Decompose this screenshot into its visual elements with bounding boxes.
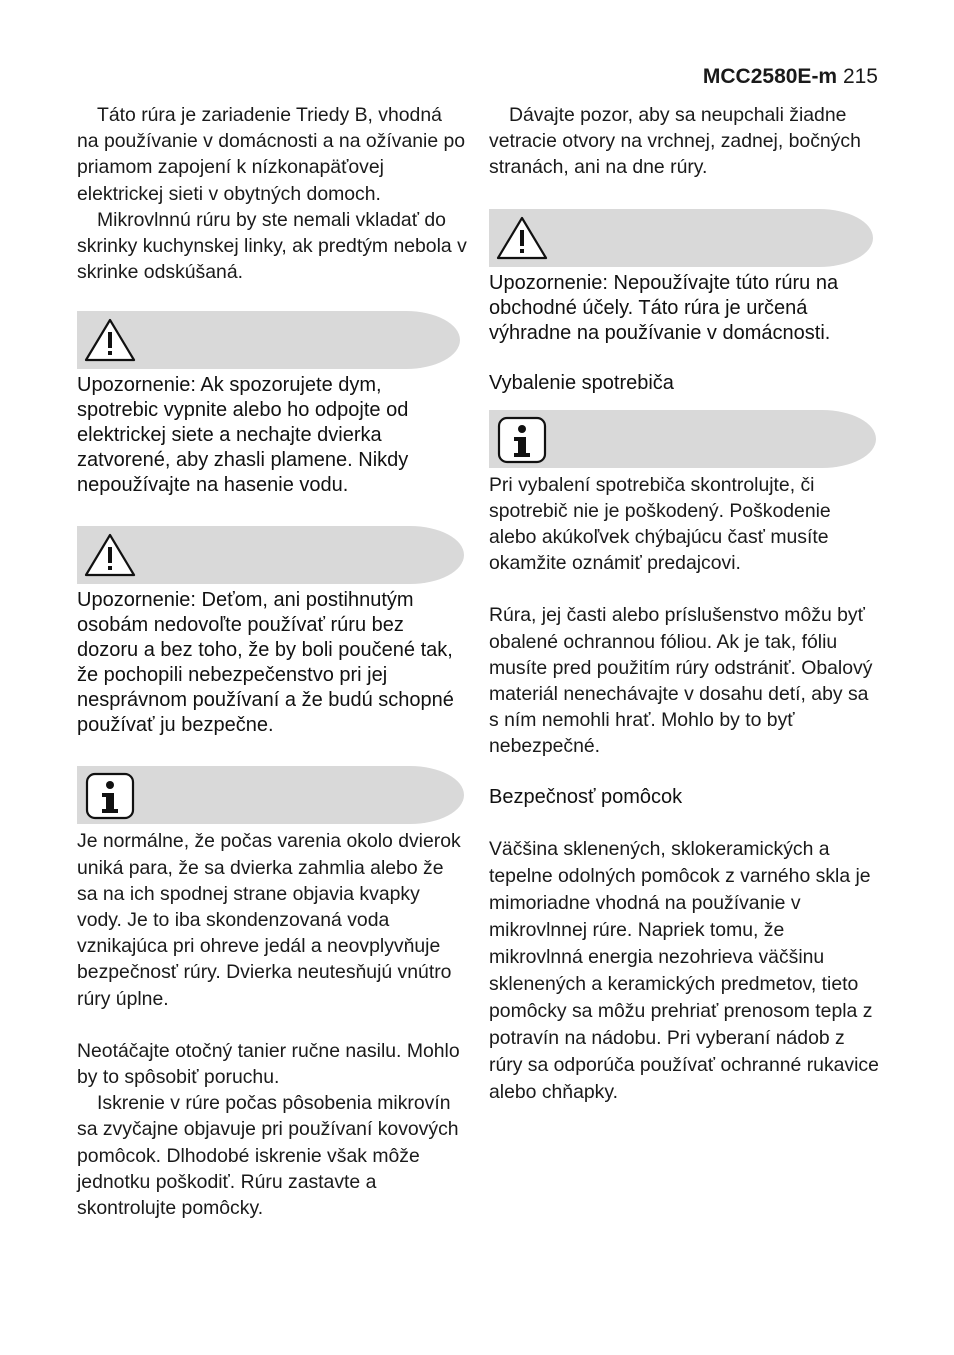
left-column [77, 102, 467, 1221]
info-icon [497, 416, 547, 464]
steam-info-text: Je normálne, že počas varenia okolo dvierok uniká para, že sa dvierka zahmlia alebo že sa na ich spodnej strane objavia kvapky vody. Je to iba skondenzovaná voda vznikajúca pri ohreve jedál a neovplyvňuje bezpečnosť rúry. Dvierka neutesňujú vnútro rúry úplne. [77, 830, 461, 1010]
unpacking-info-text: Pri vybalení spotrebiča skontrolujte, či spotrebič nie je poškodený. Poškodenie alebo akúkoľvek chýbajúcu časť musíte okamžite oznámiť predajcovi. [489, 473, 831, 575]
model-number: MCC2580E-m [702, 65, 838, 88]
protective-foil-paragraph: Rúra, jej časti alebo príslušenstvo môžu byť obalené ochrannou fóliou. Ak je tak, fóliu musíte pred použitím rúry odstrániť. Obalový materiál nenechávajte v dosahu detí, aby sa s ním nemohli hrať. Mohlo by to byť nebezpečné. [489, 604, 873, 758]
section-heading-unpacking: Vybalenie spotrebiča [489, 371, 674, 394]
info-banner [77, 766, 464, 824]
warning-banner [77, 311, 460, 369]
page-header [703, 64, 878, 90]
warning-banner [489, 209, 873, 267]
right-column [489, 102, 879, 1106]
sparking-paragraph: Iskrenie v rúre počas pôsobenia mikrovín sa zvyčajne objavuje pri používaní kovových pomôcok. Dlhodobé iskrenie však môže jednotku poškodiť. Rúru zastavte a skontrolujte pomôcky. [77, 1092, 459, 1220]
warning-triangle-icon [83, 532, 137, 578]
section-heading-utensils: Bezpečnosť pomôcok [489, 785, 683, 808]
page-number: 215 [842, 65, 878, 88]
ventilation-paragraph: Dávajte pozor, aby sa neupchali žiadne vetracie otvory na vrchnej, zadnej, bočných stranách, ani na dne rúry. [489, 104, 861, 179]
children-warning-text: Upozornenie: Deťom, ani postihnutým osobám nedovoľte používať rúru bez dozoru a bez toho, že by boli poučené tak, že pochopili nebezpečenstvo pri jej nesprávnom používaní a že budú schopné používať ju bezpečne. [77, 589, 454, 737]
smoke-warning-text: Upozornenie: Ak spozorujete dym, spotrebic vypnite alebo ho odpojte od elektrickej siete a nechajte dvierka zatvorené, aby zhasli plamene. Nikdy nepoužívajte na hasenie vodu. [77, 374, 409, 497]
cabinet-paragraph: Mikrovlnnú rúru by ste nemali vkladať do skrinky kuchynskej linky, ak predtým nebola v skrinke odskúšaná. [77, 208, 467, 284]
utensils-paragraph: Väčšina sklenených, sklokeramických a tepelne odolných pomôcok z varného skla je mimoriadne vhodná na používanie v mikrovlnnej rúre. Napriek tomu, že mikrovlnná energia nezohrieva väčšinu sklenených a keramických predmetov, tieto pomôcky sa môžu prehriať prenosom tepla z potravín na nádobu. Pri vyberaní nádob z rúry sa odporúča používať ochranné rukavice alebo chňapky. [489, 837, 879, 1103]
info-icon [85, 772, 135, 820]
commercial-warning-text: Upozornenie: Nepoužívajte túto rúru na obchodné účely. Táto rúra je určená výhradne na používanie v domácnosti. [489, 271, 839, 344]
warning-triangle-icon [495, 215, 549, 261]
turntable-paragraph: Neotáčajte otočný tanier ručne nasilu. Mohlo by to spôsobiť poruchu. [77, 1039, 460, 1089]
info-banner [489, 410, 876, 468]
warning-banner [77, 526, 464, 584]
warning-triangle-icon [83, 317, 137, 363]
class-b-paragraph: Táto rúra je zariadenie Triedy B, vhodná na používanie v domácnosti a na ožívanie po priamom zapojení k nízkonapäťovej elektrickej sieti v obytných domoch. [77, 104, 466, 205]
